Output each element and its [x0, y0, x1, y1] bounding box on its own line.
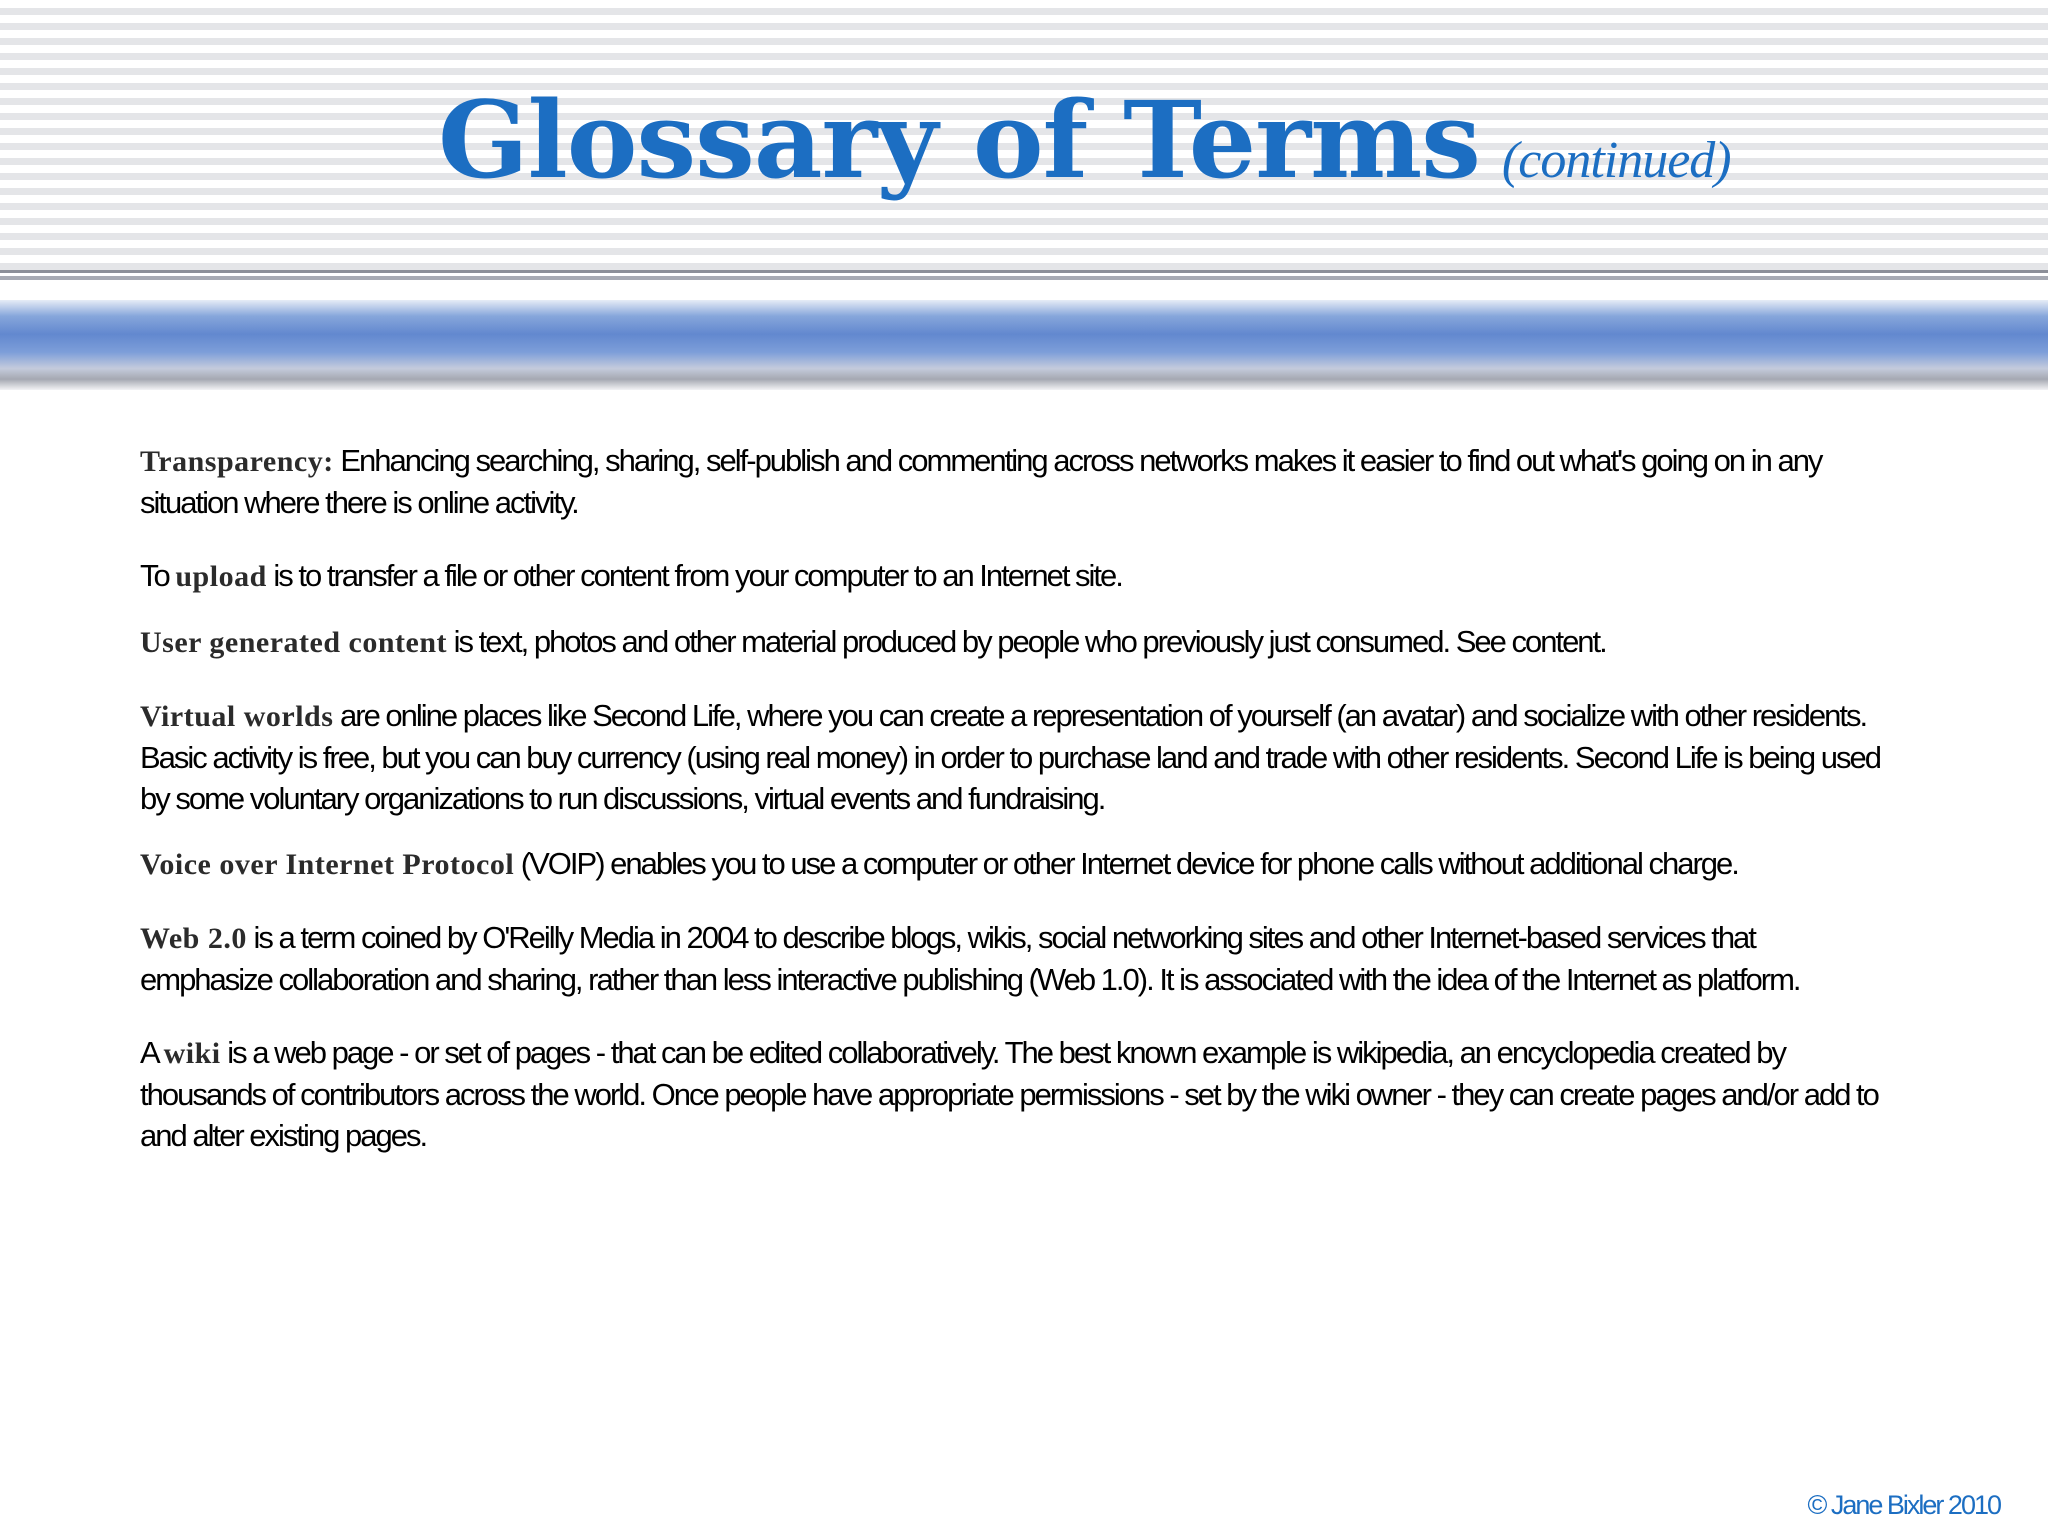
blue-gradient-bar	[0, 300, 2048, 390]
glossary-definition: is text, photos and other material produced by people who previously just consumed. See content.	[447, 624, 1606, 659]
glossary-definition: is a web page - or set of pages - that can be edited collaboratively. The best known example is wikipedia, an encyclopedia created by thousands of contributors across the world. Once people have appropriate permissions - set by the wiki owner - they can create pages and/or add to and alter existing pages.	[140, 1035, 1878, 1153]
glossary-definition: Enhancing searching, sharing, self-publish and commenting across networks makes it easier to find out what's going on in any situation where there is online activity.	[140, 443, 1822, 520]
glossary-list	[140, 440, 1880, 1156]
glossary-term: User generated content	[140, 626, 448, 659]
entry-prefix: A	[140, 1035, 164, 1070]
glossary-term: upload	[175, 560, 267, 593]
header-divider-line	[0, 270, 2048, 273]
glossary-term: Web 2.0	[140, 922, 247, 955]
slide-title	[438, 77, 1731, 221]
glossary-entry-wiki	[140, 1032, 1880, 1156]
glossary-definition: is a term coined by O'Reilly Media in 2004 to describe blogs, wikis, social networking sites and other Internet-based services that emphasize collaboration and sharing, rather than less interactive publishing (Web 1.0). It is associated with the idea of the Internet as platform.	[140, 920, 1800, 997]
glossary-definition: are online places like Second Life, where you can create a representation of yourself (an avatar) and socialize with other residents. Basic activity is free, but you can buy currency (using real money) in order to purchase land and trade with other residents. Second Life is being used by some voluntary organizations to run discussions, virtual events and fundraising.	[140, 698, 1880, 816]
glossary-term: wiki	[163, 1037, 221, 1070]
glossary-entry-user-generated-content	[140, 621, 1880, 663]
glossary-entry-voip	[140, 843, 1880, 885]
glossary-term: Voice over Internet Protocol	[140, 848, 515, 881]
glossary-definition: is to transfer a file or other content from your computer to an Internet site.	[266, 558, 1122, 593]
copyright-notice: © Jane Bixler 2010	[1807, 1490, 2000, 1520]
glossary-entry-transparency	[140, 440, 1880, 523]
glossary-term: Virtual worlds	[140, 700, 334, 733]
header-divider-line-secondary	[0, 276, 2048, 280]
glossary-entry-virtual-worlds	[140, 695, 1880, 819]
slide-subtitle: (continued)	[1501, 132, 1731, 189]
glossary-entry-upload	[140, 555, 1880, 597]
entry-prefix: To	[140, 558, 176, 593]
glossary-term: Transparency:	[140, 445, 334, 478]
glossary-entry-web-2	[140, 917, 1880, 1000]
glossary-definition: (VOIP) enables you to use a computer or other Internet device for phone calls without additional charge.	[514, 846, 1738, 881]
slide-title-text: Glossary of Terms	[438, 77, 1480, 202]
